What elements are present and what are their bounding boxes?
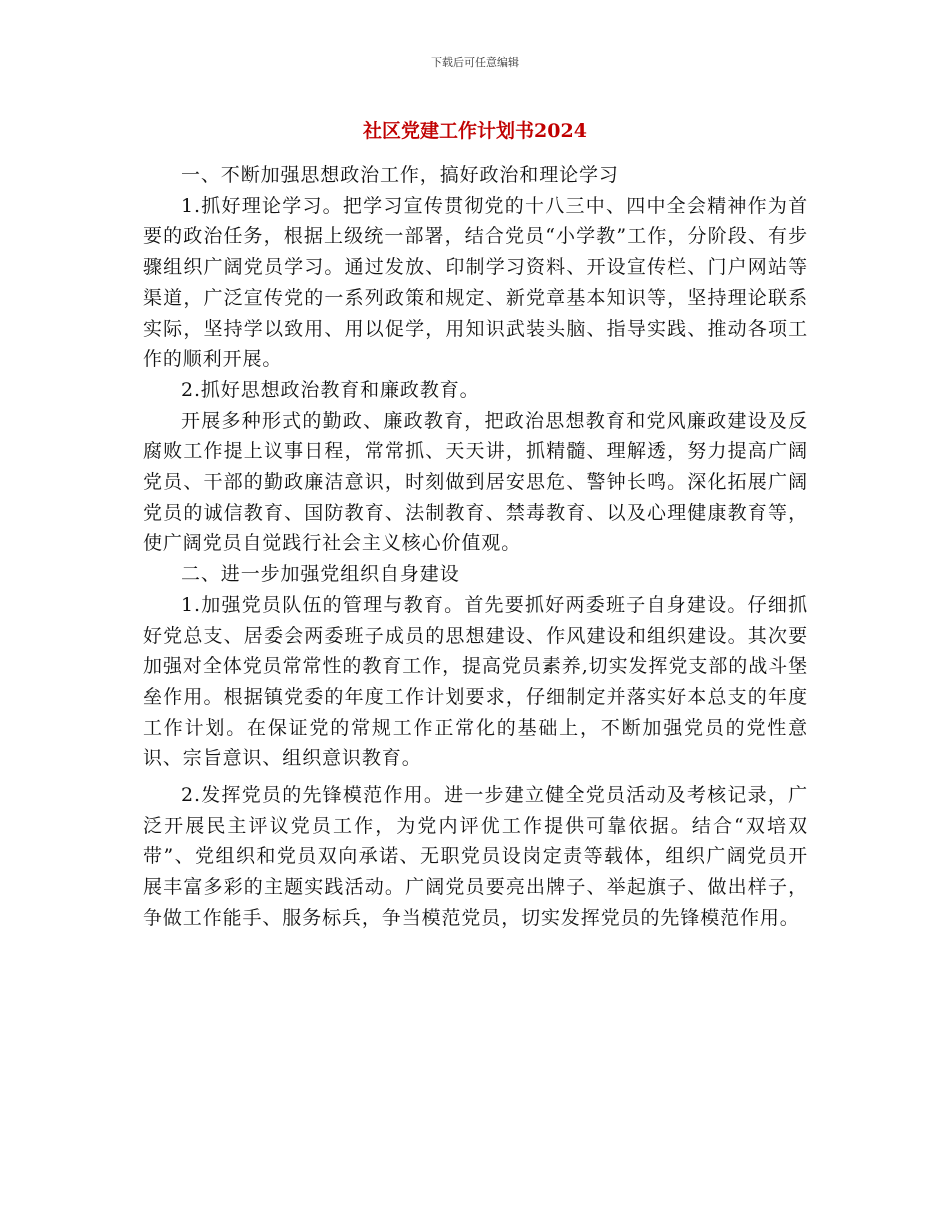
paragraph-integrity-education: 开展多种形式的勤政、廉政教育，把政治思想教育和党风廉政建设及反腐败工作提上议事日程，常常抓、天天讲，抓精髓、理解透，努力提高广阔党员、干部的勤政廉洁意识，时刻做到居安思危、警钟长鸣。深化拓展广阔党员的诚信教育、国防教育、法制教育、禁毒教育、以及心理健康教育等，使广阔党员自觉践行社会主义核心价值观。 xyxy=(143,409,808,555)
document-title: 社区党建工作计划书2024 xyxy=(363,120,587,142)
document-body xyxy=(143,160,808,934)
paragraph-vanguard-role: 2.发挥党员的先锋模范作用。进一步建立健全党员活动及考核记录，广泛开展民主评议党员工作，为党内评优工作提供可靠依据。结合“双培双带”、党组织和党员双向承诺、无职党员设岗定责等载体，组织广阔党员开展丰富多彩的主题实践活动。广阔党员要亮出牌子、举起旗子、做出样子，争做工作能手、服务标兵，争当模范党员，切实发挥党员的先锋模范作用。 xyxy=(143,784,808,929)
paragraph-political-education-heading: 2.抓好思想政治教育和廉政教育。 xyxy=(181,378,480,401)
paragraph-member-management: 1.加强党员队伍的管理与教育。首先要抓好两委班子自身建设。仔细抓好党总支、居委会两委班子成员的思想建设、作风建设和组织建设。其次要加强对全体党员常常性的教育工作，提高党员素养,切实发挥党支部的战斗堡垒作用。根据镇党委的年度工作计划要求，仔细制定并落实好本总支的年度工作计划。在保证党的常规工作正常化的基础上，不断加强党员的党性意识、宗旨意识、组织意识教育。 xyxy=(143,593,808,770)
section-heading-2: 二、进一步加强党组织自身建设 xyxy=(181,563,460,586)
section-heading-1: 一、不断加强思想政治工作，搞好政治和理论学习 xyxy=(181,164,619,186)
header-note: 下载后可任意编辑 xyxy=(431,56,519,69)
paragraph-theory-study: 1.抓好理论学习。把学习宣传贯彻党的十八三中、四中全会精神作为首要的政治任务，根据上级统一部署，结合党员“小学教”工作，分阶段、有步骤组织广阔党员学习。通过发放、印制学习资料、开设宣传栏、门户网站等渠道，广泛宣传党的一系列政策和规定、新党章基本知识等，坚持理论联系实际，坚持学以致用、用以促学，用知识武装头脑、指导实践、推动各项工作的顺利开展。 xyxy=(143,194,808,371)
